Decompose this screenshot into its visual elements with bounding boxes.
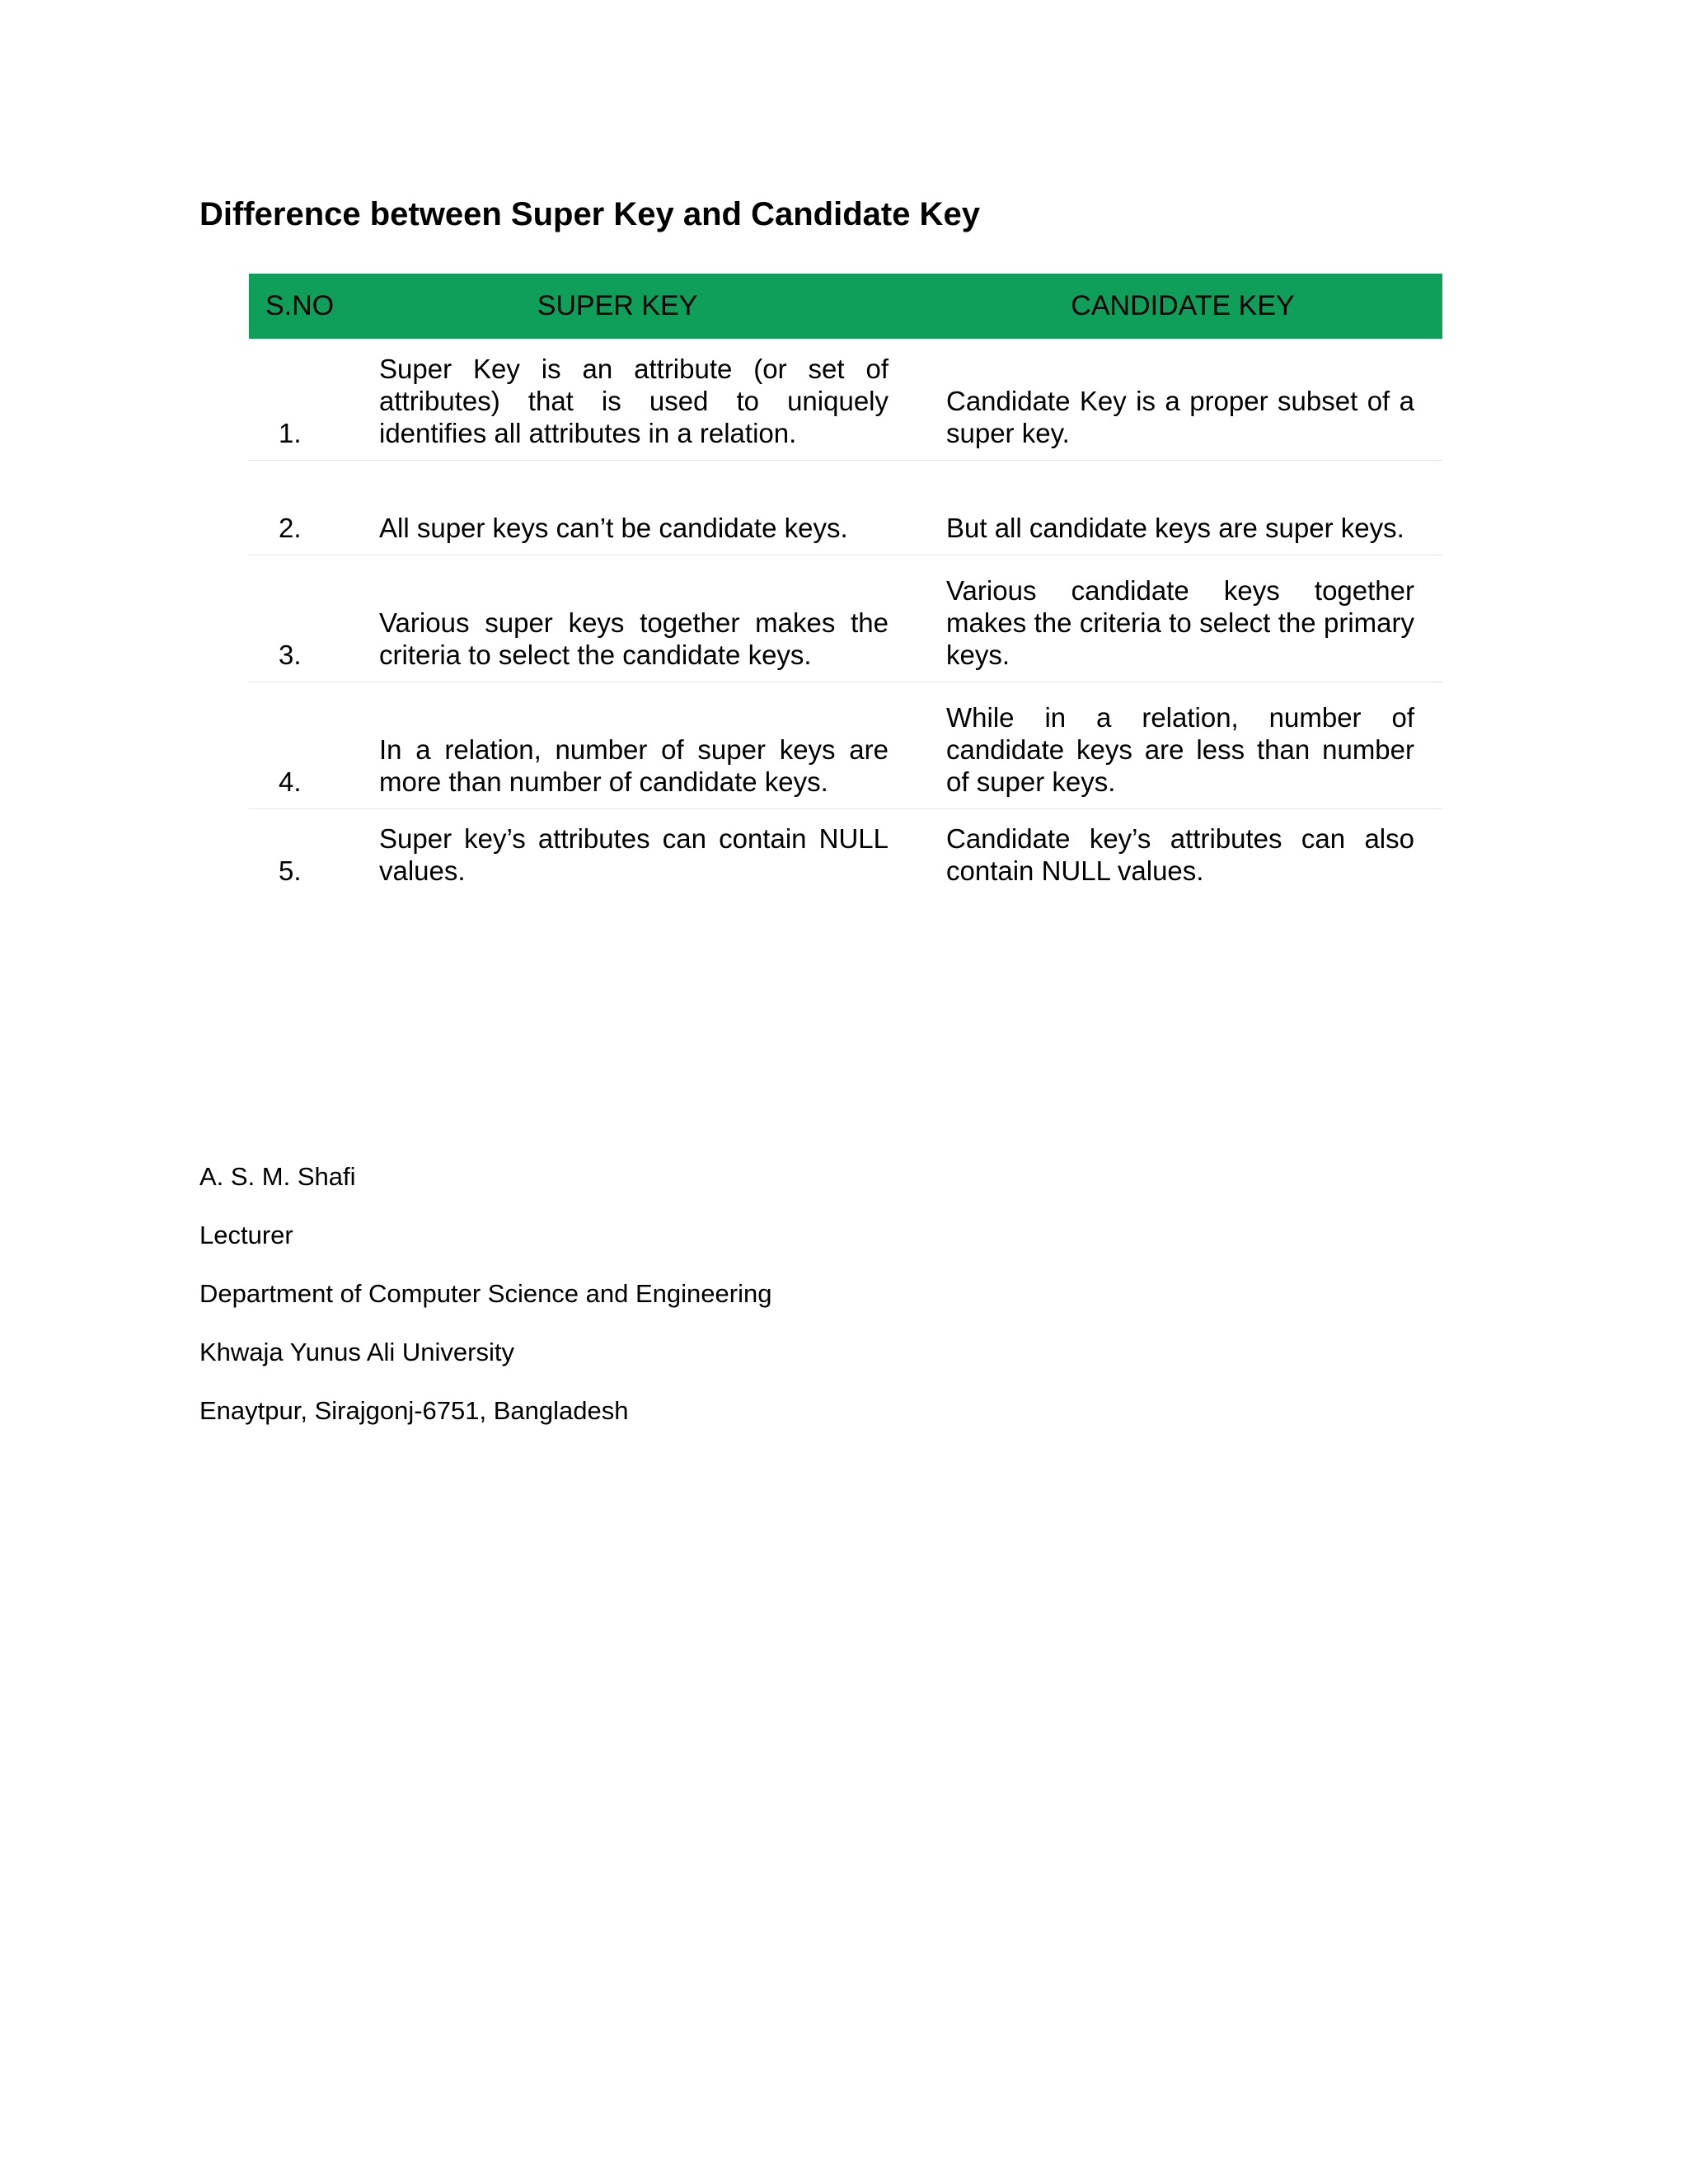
- document-title: Difference between Super Key and Candidate Key: [199, 196, 980, 232]
- row-super-key: Super key’s attributes can contain NULL values.: [379, 823, 889, 886]
- author-position: Lecturer: [199, 1221, 293, 1249]
- table-row: [249, 461, 1442, 555]
- author-university: Khwaja Yunus Ali University: [199, 1338, 514, 1366]
- table-header-row: [249, 274, 1442, 339]
- header-sno: S.NO: [249, 274, 369, 339]
- row-candidate-key: Candidate key’s attributes can also contain NULL values.: [946, 823, 1414, 886]
- author-name: A. S. M. Shafi: [199, 1162, 356, 1191]
- row-super-key: All super keys can’t be candidate keys.: [369, 461, 923, 555]
- table-body: [249, 339, 1442, 898]
- row-sno: 3.: [249, 555, 369, 682]
- row-sno: 2.: [249, 461, 369, 555]
- row-super-key: Super Key is an attribute (or set of attributes) that is used to uniquely identifies all attributes in a relation.: [369, 339, 923, 461]
- header-super-key: SUPER KEY: [369, 274, 923, 339]
- author-address: Enaytpur, Sirajgonj-6751, Bangladesh: [199, 1396, 629, 1425]
- table-header: [249, 274, 1442, 339]
- table-row: [249, 339, 1442, 461]
- header-candidate-key: CANDIDATE KEY: [923, 274, 1442, 339]
- row-super-key: Various super keys together makes the criteria to select the candidate keys.: [369, 555, 923, 682]
- table-row: [249, 555, 1442, 682]
- author-block: [199, 1160, 771, 1453]
- table-row: [249, 809, 1442, 898]
- row-candidate-key: Various candidate keys together makes the criteria to select the primary keys.: [923, 555, 1442, 682]
- table-row: [249, 682, 1442, 809]
- row-candidate-key: But all candidate keys are super keys.: [923, 461, 1442, 555]
- row-super-key: In a relation, number of super keys are more than number of candidate keys.: [369, 682, 923, 809]
- row-sno: 5.: [279, 855, 302, 886]
- row-sno: 4.: [249, 682, 369, 809]
- author-department: Department of Computer Science and Engineering: [199, 1279, 772, 1308]
- comparison-table: [249, 274, 1442, 898]
- row-candidate-key: While in a relation, number of candidate keys are less than number of super keys.: [923, 682, 1442, 809]
- row-sno: 1.: [249, 339, 369, 461]
- row-candidate-key: Candidate Key is a proper subset of a super key.: [923, 339, 1442, 461]
